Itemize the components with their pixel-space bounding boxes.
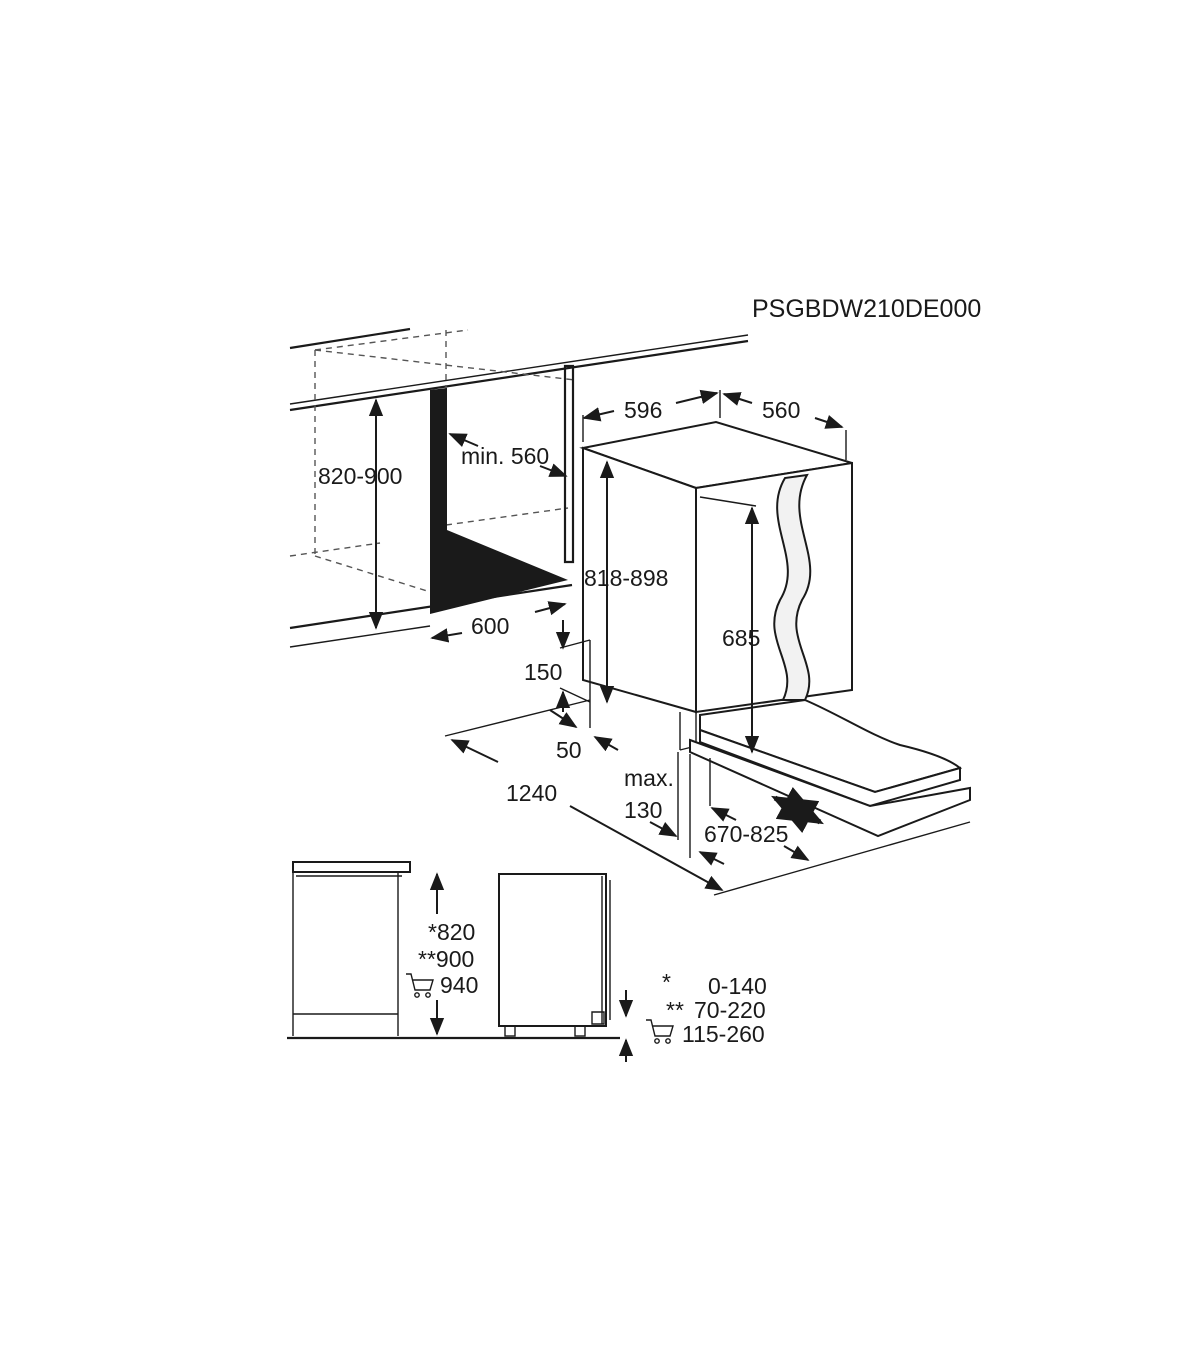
appliance-height-label: 818-898 <box>584 565 669 591</box>
model-code: PSGBDW210DE000 <box>752 295 982 323</box>
door-clearance-label: 1240 <box>506 780 558 806</box>
plinth-option-3-value: 115-260 <box>682 1021 765 1047</box>
plinth-option-1-mark: * <box>662 969 671 995</box>
plinth-option-1-value: 0-140 <box>708 973 767 999</box>
height-option-3: 940 <box>440 972 479 998</box>
plinth-option-2-mark: ** <box>666 997 684 1023</box>
max-gap-label: max. <box>624 765 674 791</box>
niche-width-label: 600 <box>471 613 510 639</box>
plinth-offset-label: 50 <box>556 737 582 763</box>
niche-height-label: 820-900 <box>318 463 403 489</box>
niche-depth-label: min. 560 <box>461 443 550 469</box>
shopping-cart-icon <box>646 1020 673 1043</box>
plinth-option-2-value: 70-220 <box>694 997 766 1023</box>
height-option-2: **900 <box>418 946 475 972</box>
appliance-depth-label: 560 <box>762 397 801 423</box>
door-travel-label: 670-825 <box>704 821 789 847</box>
side-view-dishwasher <box>499 874 626 1062</box>
appliance-width-label: 596 <box>624 397 663 423</box>
max-gap-value: 130 <box>624 797 663 823</box>
shopping-cart-icon <box>406 974 433 997</box>
plinth-height-label: 150 <box>524 659 563 685</box>
height-option-1: *820 <box>428 919 476 945</box>
door-height-label: 685 <box>722 625 761 651</box>
